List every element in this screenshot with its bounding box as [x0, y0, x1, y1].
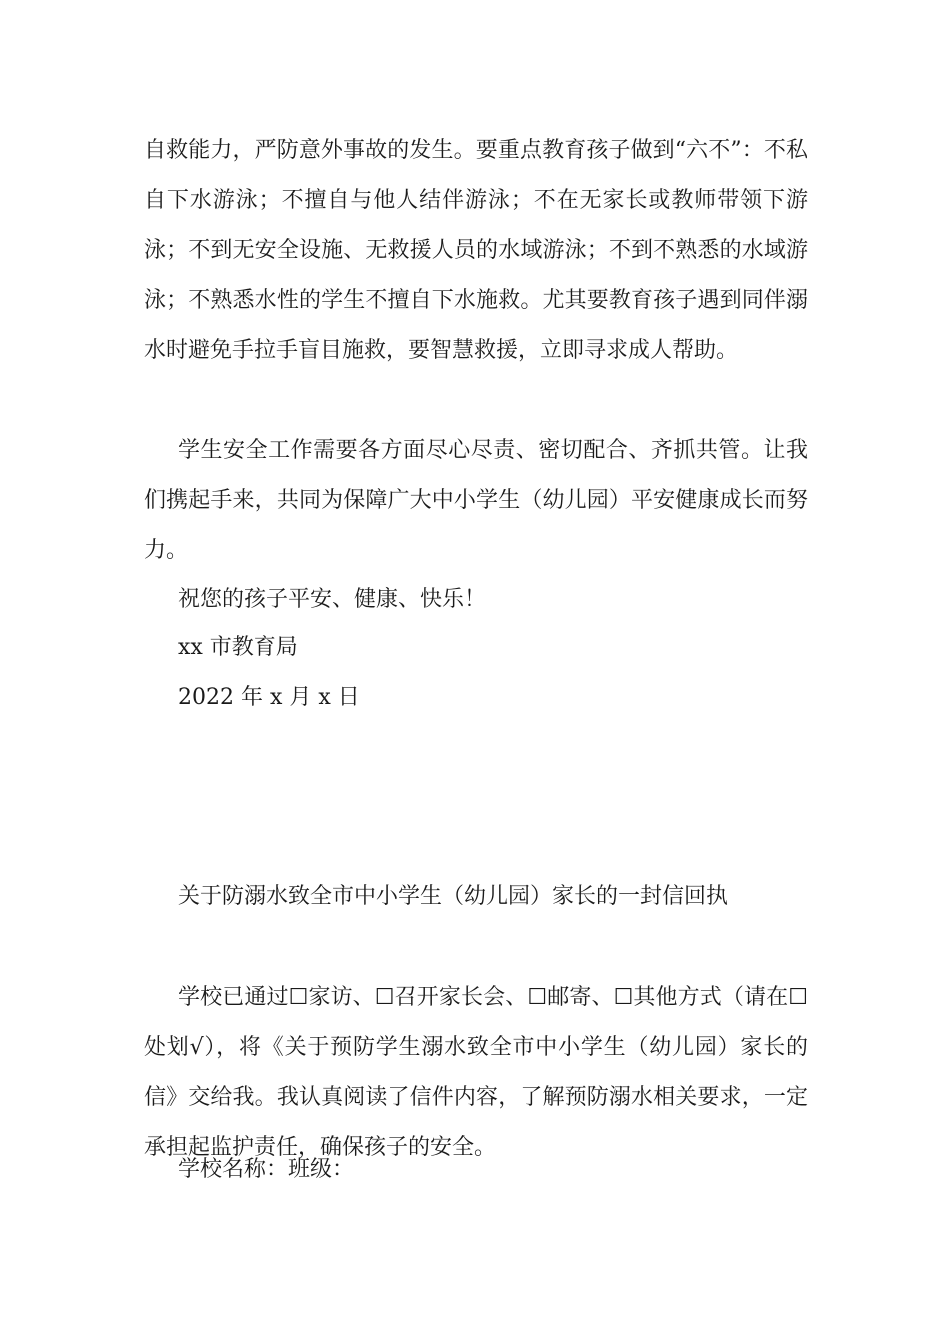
letter-signature: xx 市教育局 — [178, 635, 298, 660]
letter-date: 2022 年 x 月 x 日 — [178, 685, 360, 710]
receipt-school-class-label: 学校名称：班级： — [178, 1157, 355, 1182]
letter-closing: 祝您的孩子平安、健康、快乐！ — [178, 587, 487, 612]
receipt-body: 学校已通过☐家访、☐召开家长会、☐邮寄、☐其他方式（请在☐处划√），将《关于预防学生溺水致全市中小学生（幼儿园）家长的信》交给我。我认真阅读了信件内容，了解预防溺水相关要求，一定承担起监护责任，确保孩子的安全。 — [144, 985, 808, 1160]
receipt-title: 关于防溺水致全市中小学生（幼儿园）家长的一封信回执 — [178, 884, 729, 909]
letter-paragraph-1: 自救能力，严防意外事故的发生。要重点教育孩子做到“六不”：不私自下水游泳；不擅自与他人结伴游泳；不在无家长或教师带领下游泳；不到无安全设施、无救援人员的水域游泳；不到不熟悉的水域游泳；不熟悉水性的学生不擅自下水施救。尤其要教育孩子遇到同伴溺水时避免手拉手盲目施救，要智慧救援，立即寻求成人帮助。 — [144, 138, 808, 363]
letter-paragraph-2: 学生安全工作需要各方面尽心尽责、密切配合、齐抓共管。让我们携起手来，共同为保障广大中小学生（幼儿园）平安健康成长而努力。 — [144, 438, 808, 563]
